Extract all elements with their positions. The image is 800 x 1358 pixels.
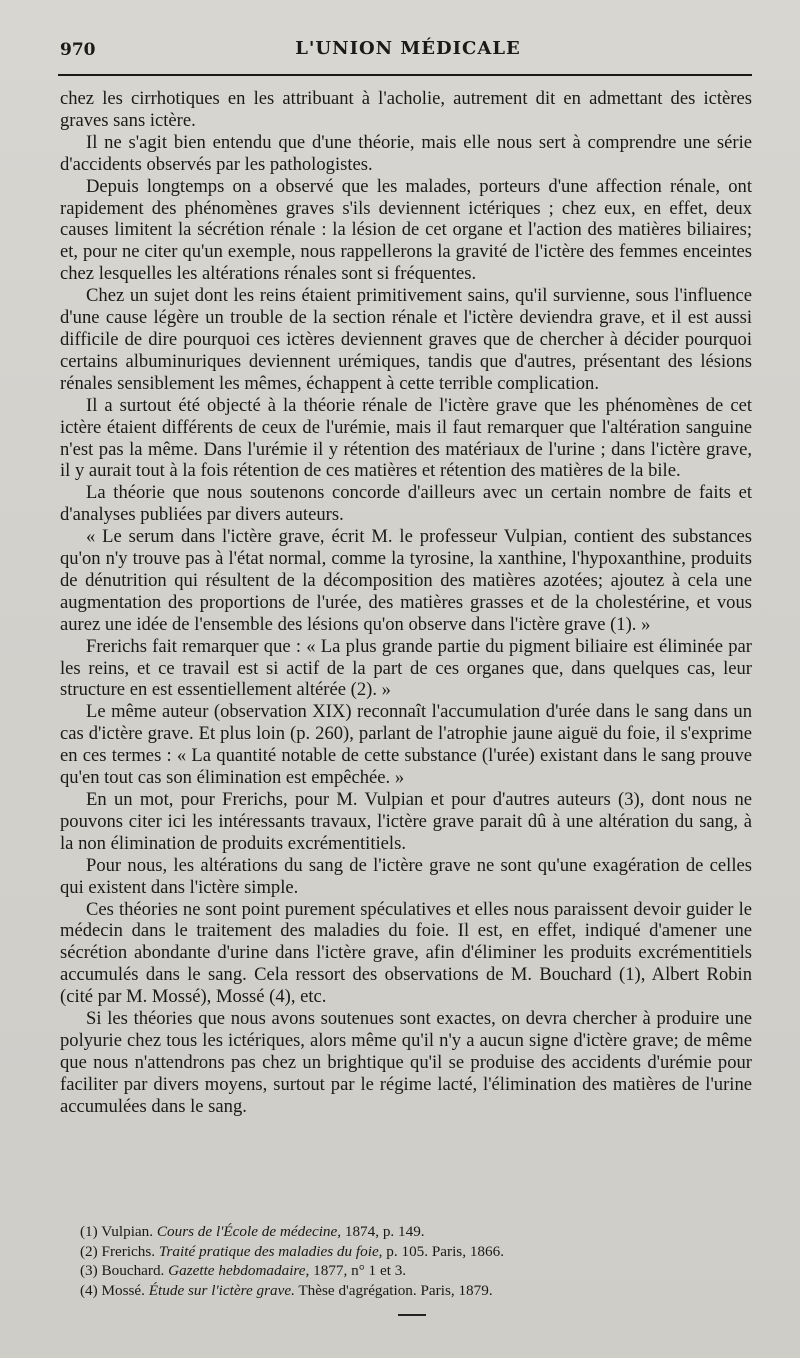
footnotes	[80, 1222, 740, 1300]
paragraph: La théorie que nous soutenons concorde d'ailleurs avec un certain nombre de faits et d'analyses publiées par divers auteurs.	[60, 482, 752, 526]
footnote-details: 1874, p. 149.	[344, 1223, 425, 1240]
footnote	[80, 1281, 740, 1301]
footnote	[80, 1261, 740, 1281]
footnote-title: Cours de l'École de médecine,	[156, 1223, 342, 1240]
footnote-mark: (2)	[80, 1242, 98, 1260]
body-text	[60, 88, 752, 1118]
footnote-title: Traité pratique des maladies du foie,	[158, 1242, 383, 1260]
paragraph: chez les cirrhotiques en les attribuant à l'acholie, autrement dit en admettant des ictères graves sans ictère.	[60, 88, 752, 131]
footnote-author: Frerichs.	[101, 1242, 156, 1260]
page-number: 970	[60, 40, 96, 60]
footnote-author: Vulpian.	[101, 1223, 154, 1240]
footnote-details: 1877, n° 1 et 3.	[313, 1262, 407, 1280]
footnote	[80, 1242, 740, 1262]
footnote-mark: (1)	[80, 1223, 98, 1240]
paragraph: Frerichs fait remarquer que : « La plus grande partie du pigment biliaire est éliminée par les reins, et ce travail est si actif de la part de ces organes que, dans quelques cas, leur structure en est essentiellement altérée (2). »	[60, 635, 752, 701]
footnote-details: p. 105. Paris, 1866.	[386, 1242, 504, 1260]
paragraph: En un mot, pour Frerichs, pour M. Vulpian et pour d'autres auteurs (3), dont nous ne pouvons citer ici les intéressants travaux, l'ictère grave parait dû à une altération du sang, à la non élimination de produits excrémentitiels.	[60, 789, 752, 854]
paragraph: Il a surtout été objecté à la théorie rénale de l'ictère grave que les phénomènes de cet ictère étaient différents de ceux de l'urémie, mais il faut remarquer que l'altération sanguine n'est pas la même. Dans l'urémie il y rétention des matériaux de l'urine ; dans l'ictère grave, il y aurait tout à la fois rétention de ces matières et rétention des matières de la bile.	[60, 394, 752, 482]
running-title: L'UNION MÉDICALE	[295, 38, 521, 59]
header-rule	[58, 74, 752, 76]
footnote-mark: (3)	[80, 1262, 98, 1280]
footnote-details: Thèse d'agrégation. Paris, 1879.	[298, 1281, 493, 1299]
end-rule	[398, 1314, 426, 1316]
paragraph: Chez un sujet dont les reins étaient primitivement sains, qu'il survienne, sous l'influence d'une cause légère un trouble de la section rénale et l'ictère deviendra grave, et il est aussi difficile de dire pourquoi ces ictères deviennent graves que de chercher à décider pourquoi certains albuminuriques deviennent urémiques, tandis que d'autres, présentant des lésions rénales sensiblement les mêmes, échappent à cette terrible complication.	[60, 285, 752, 394]
paragraph: Si les théories que nous avons soutenues sont exactes, on devra chercher à produire une polyurie chez tous les ictériques, alors même qu'il n'y a aucun signe d'ictère grave; de même que nous n'attendrons pas chez un brightique qu'il se produise des accidents d'urémie pour faciliter par divers moyens, surtout par le régime lacté, l'élimination des matières de l'urine accumulées dans le sang.	[60, 1008, 752, 1117]
footnote-title: Étude sur l'ictère grave.	[148, 1281, 295, 1299]
footnote-author: Mossé.	[101, 1281, 145, 1299]
footnote	[80, 1222, 740, 1242]
footnote-author: Bouchard.	[101, 1262, 165, 1280]
footnote-mark: (4)	[80, 1281, 98, 1299]
page-header	[58, 36, 758, 64]
paragraph: Ces théories ne sont point purement spéculatives et elles nous paraissent devoir guider le médecin dans le traitement des maladies du foie. Il est, en effet, indiqué d'amener une sécrétion abondante d'urine dans l'ictère grave, afin d'éliminer les produits excrémentitiels accumulés dans le sang. Cela ressort des observations de M. Bouchard (1), Albert Robin (cité par M. Mossé), Mossé (4), etc.	[60, 898, 752, 1008]
paragraph: Depuis longtemps on a observé que les malades, porteurs d'une affection rénale, ont rapidement des phénomènes graves s'ils deviennent ictériques ; chez eux, en effet, deux causes limitent la sécrétion rénale : la lésion de cet organe et l'action des matières biliaires; et, pour ne citer qu'un exemple, nous rappellerons la gravité de l'ictère des femmes enceintes chez lesquelles les altérations rénales sont si fréquentes.	[60, 175, 752, 285]
paragraph: Pour nous, les altérations du sang de l'ictère grave ne sont qu'une exagération de celles qui existent dans l'ictère simple.	[60, 854, 752, 898]
paragraph: Le même auteur (observation XIX) reconnaît l'accumulation d'urée dans le sang dans un cas d'ictère grave. Et plus loin (p. 260), parlant de l'atrophie jaune aiguë du foie, il s'exprime en ces termes : « La quantité notable de cette substance (l'urée) existant dans le sang prouve qu'en tout cas son élimination est empêchée. »	[60, 701, 752, 789]
paragraph: « Le serum dans l'ictère grave, écrit M. le professeur Vulpian, contient des substances qu'on n'y trouve pas à l'état normal, comme la tyrosine, la xanthine, l'hypoxanthine, produits de dénutrition qui résultent de la décomposition des matières azotées; ajoutez à cela une augmentation des proportions de l'urée, des matières grasses et de la cholestérine, et vous aurez une idée de l'ensemble des lésions qu'on observe dans l'ictère grave (1). »	[60, 526, 752, 635]
footnote-title: Gazette hebdomadaire,	[168, 1262, 310, 1280]
paragraph: Il ne s'agit bien entendu que d'une théorie, mais elle nous sert à comprendre une série d'accidents observés par les pathologistes.	[60, 131, 752, 175]
